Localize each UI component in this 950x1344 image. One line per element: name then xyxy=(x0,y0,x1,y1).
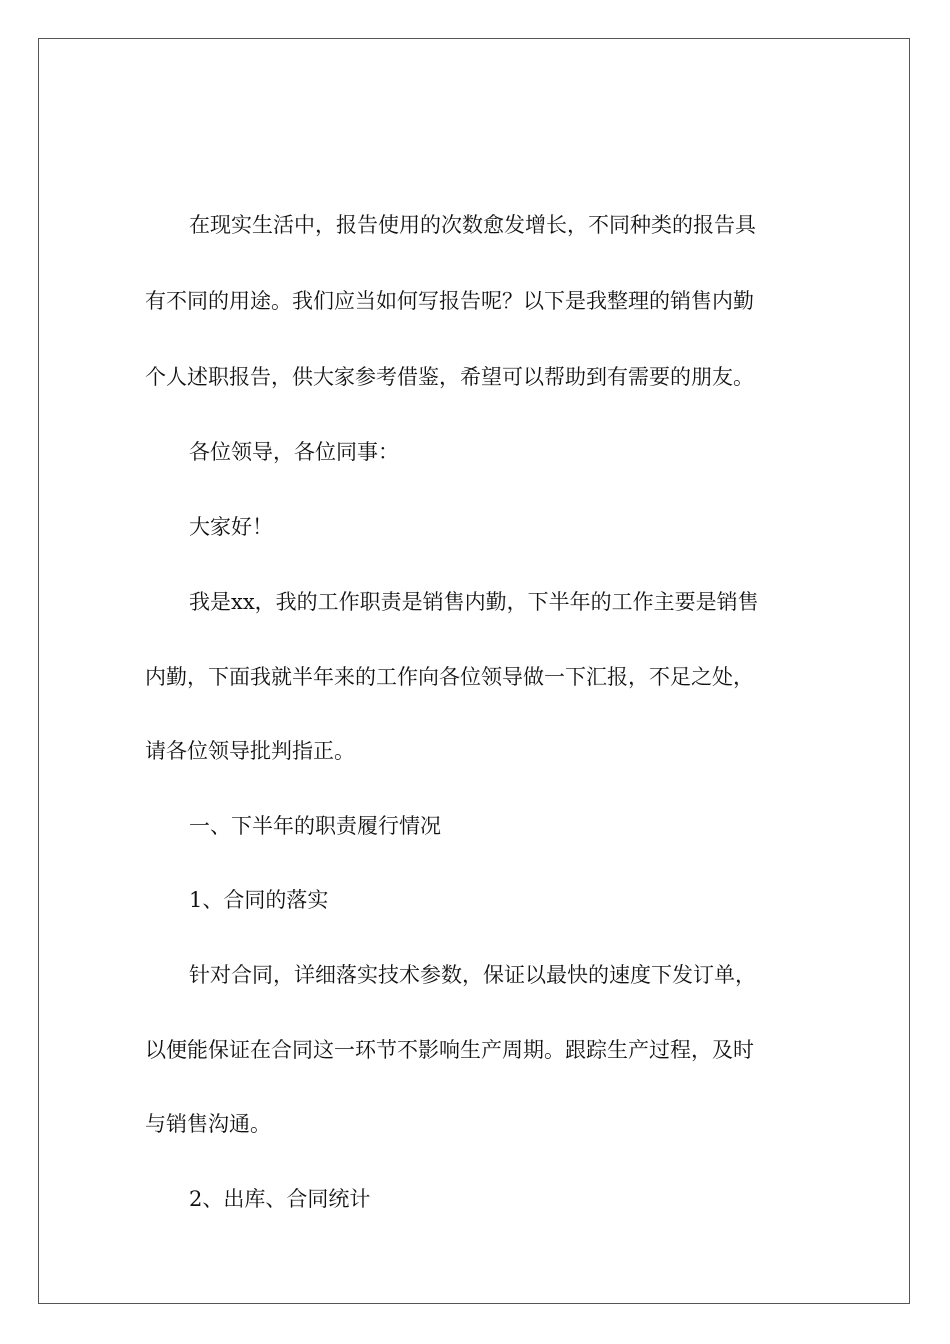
paragraph-intro-line-1: 在现实生活中，报告使用的次数愈发增长，不同种类的报告具 xyxy=(189,213,756,237)
paragraph-self-intro-line-3: 请各位领导批判指正。 xyxy=(145,739,355,763)
paragraph-intro-line-3: 个人述职报告，供大家参考借鉴，希望可以帮助到有需要的朋友。 xyxy=(145,365,754,389)
paragraph-contract-line-1: 针对合同，详细落实技术参数，保证以最快的速度下发订单， xyxy=(189,963,756,987)
paragraph-contract-line-3: 与销售沟通。 xyxy=(145,1112,271,1136)
paragraph-self-intro-line-2: 内勤，下面我就半年来的工作向各位领导做一下汇报，不足之处， xyxy=(145,665,754,689)
subheading-2: 2、出库、合同统计 xyxy=(189,1187,371,1211)
section-heading: 一、下半年的职责履行情况 xyxy=(189,814,441,838)
salutation: 各位领导，各位同事： xyxy=(189,440,399,464)
paragraph-self-intro-line-1: 我是xx，我的工作职责是销售内勤，下半年的工作主要是销售 xyxy=(189,590,759,614)
greeting: 大家好！ xyxy=(189,515,273,539)
paragraph-intro-line-2: 有不同的用途。我们应当如何写报告呢？以下是我整理的销售内勤 xyxy=(145,289,754,313)
paragraph-contract-line-2: 以便能保证在合同这一环节不影响生产周期。跟踪生产过程，及时 xyxy=(145,1038,754,1062)
subheading-1: 1、合同的落实 xyxy=(189,888,329,912)
